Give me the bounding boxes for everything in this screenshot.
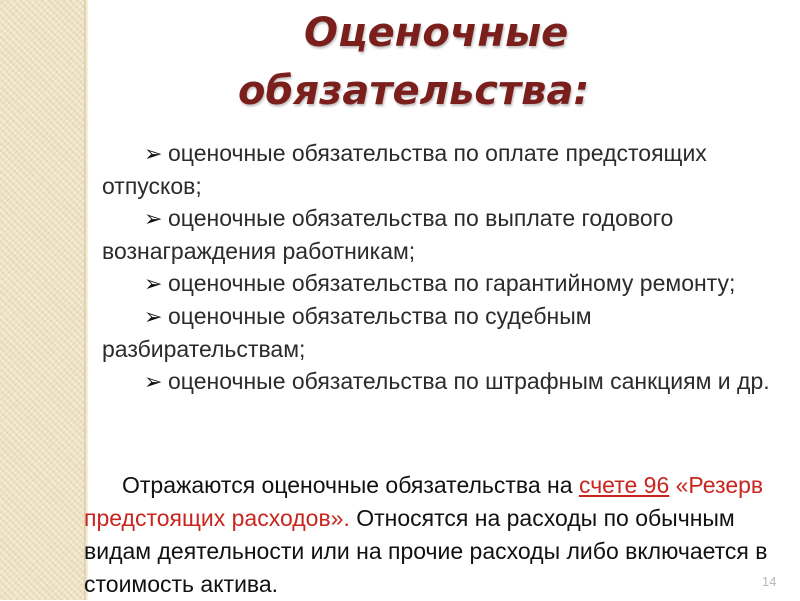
list-item — [102, 267, 782, 300]
list-item — [102, 300, 782, 365]
note-lead-text: Отражаются оценочные обязательства на — [122, 472, 579, 498]
arrow-bullet-icon: ➢ — [144, 141, 163, 166]
title-line-1: Оценочные — [304, 10, 569, 56]
list-item — [102, 202, 782, 267]
obligations-list — [102, 137, 782, 398]
page-number: 14 — [762, 574, 777, 589]
arrow-bullet-icon: ➢ — [144, 206, 163, 231]
account-96-link[interactable]: счете 96 — [578, 472, 670, 498]
note-rest-text: Относятся на расходы по обычным видам деятельности или на прочие расходы либо включается в стоимость актива. — [84, 505, 768, 597]
list-item-text: оценочные обязательства по оплате предстоящих отпусков; — [102, 140, 707, 199]
arrow-bullet-icon: ➢ — [144, 271, 163, 296]
decorative-side-stripe — [0, 0, 84, 600]
accounting-note — [84, 469, 777, 601]
list-item-text: оценочные обязательства по судебным разбирательствам; — [102, 303, 592, 362]
list-item-text: оценочные обязательства по штрафным санкциям и др. — [168, 368, 770, 394]
slide-title — [180, 4, 700, 120]
list-item — [102, 137, 782, 202]
list-item-text: оценочные обязательства по выплате годового вознаграждения работникам; — [102, 205, 674, 264]
title-line-2: обязательства: — [238, 68, 590, 114]
list-item-text: оценочные обязательства по гарантийному ремонту; — [168, 270, 736, 296]
list-item — [102, 365, 782, 398]
arrow-bullet-icon: ➢ — [144, 304, 163, 329]
reserve-account-name: «Резерв предстоящих расходов». — [84, 472, 764, 531]
arrow-bullet-icon: ➢ — [144, 369, 163, 394]
